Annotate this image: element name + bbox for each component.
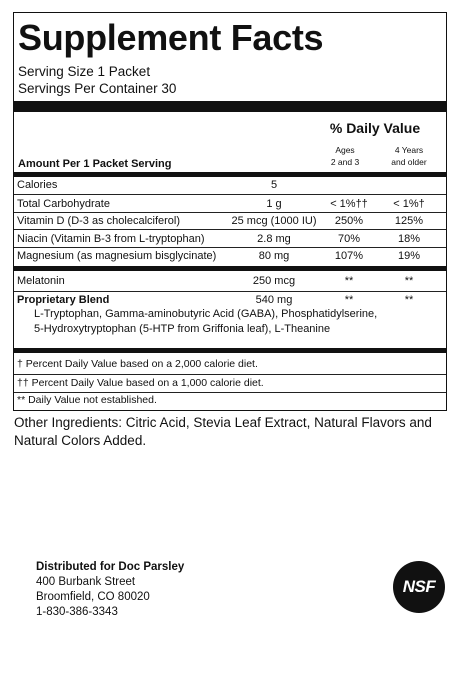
medium-divider <box>14 348 446 353</box>
daily-value-adult: 19% <box>397 250 421 262</box>
nutrient-row <box>14 176 446 194</box>
nsf-logo-icon: NSF <box>393 561 445 613</box>
nutrient-name: Magnesium (as magnesium bisglycinate) <box>17 250 217 262</box>
nutrient-row <box>14 230 446 248</box>
daily-value-header: % Daily Value <box>329 120 421 136</box>
daily-value-adult: 18% <box>397 233 421 245</box>
distributor-heading: Distributed for Doc Parsley <box>36 561 185 573</box>
servings-per-container: Servings Per Container 30 <box>18 81 177 96</box>
row-divider <box>14 374 446 375</box>
other-ingredients: Other Ingredients: Citric Acid, Stevia Leaf Extract, Natural Flavors and Natural Colors Added. <box>14 415 432 448</box>
nutrient-amount: 5 <box>270 179 278 191</box>
footnote: † Percent Daily Value based on a 2,000 calorie diet. <box>17 358 258 370</box>
age-group-header: Ages 2 and 3 <box>330 145 360 167</box>
footnote: †† Percent Daily Value based on a 1,000 calorie diet. <box>17 377 264 389</box>
nutrient-name: Total Carbohydrate <box>17 198 110 210</box>
proprietary-blend-ingredients: L-Tryptophan, Gamma-aminobutyric Acid (GABA), Phosphatidylserine, 5-Hydroxytryptophan (5-HTP from Griffonia leaf), L-Theanine <box>34 308 378 335</box>
nutrient-row <box>14 195 446 213</box>
nutrient-amount: 540 mg <box>255 294 293 306</box>
row-divider <box>14 392 446 393</box>
nutrient-row <box>14 212 446 230</box>
nutrient-amount: 2.8 mg <box>257 233 291 245</box>
daily-value-adult: ** <box>404 294 414 306</box>
daily-value-young: ** <box>344 275 354 287</box>
thick-divider <box>14 101 446 112</box>
amount-header: Amount Per 1 Packet Serving <box>18 158 172 170</box>
distributor-address-line: Broomfield, CO 80020 <box>36 591 150 603</box>
nutrient-amount: 1 g <box>266 198 282 210</box>
daily-value-young: 250% <box>334 215 364 227</box>
daily-value-young: < 1%†† <box>330 198 368 210</box>
nutrient-amount: 250 mcg <box>252 275 296 287</box>
distributor-address-line: 400 Burbank Street <box>36 576 136 588</box>
nutrient-amount: 25 mcg (1000 IU) <box>231 215 317 227</box>
distributor-phone: 1-830-386-3343 <box>36 606 118 618</box>
daily-value-young: 107% <box>334 250 364 262</box>
panel-title: Supplement Facts <box>18 17 324 58</box>
daily-value-young: ** <box>344 294 354 306</box>
daily-value-adult: < 1%† <box>393 198 425 210</box>
nutrient-row <box>14 247 446 265</box>
nutrient-name: Vitamin D (D-3 as cholecalciferol) <box>17 215 181 227</box>
medium-divider <box>14 266 446 271</box>
nutrient-name: Calories <box>17 179 58 191</box>
supplement-facts-panel <box>13 12 447 411</box>
nutrient-name: Proprietary Blend <box>17 294 110 306</box>
distributor-info <box>36 560 184 620</box>
age-group-header: 4 Years and older <box>391 145 427 167</box>
daily-value-adult: ** <box>404 275 414 287</box>
nutrient-amount: 80 mg <box>258 250 290 262</box>
footnote: ** Daily Value not established. <box>17 394 157 406</box>
nutrient-row <box>14 272 446 290</box>
daily-value-adult: 125% <box>394 215 424 227</box>
daily-value-young: 70% <box>337 233 361 245</box>
nutrient-name: Melatonin <box>17 275 65 287</box>
serving-size: Serving Size 1 Packet <box>18 64 151 79</box>
nutrient-name: Niacin (Vitamin B-3 from L-tryptophan) <box>17 233 205 245</box>
